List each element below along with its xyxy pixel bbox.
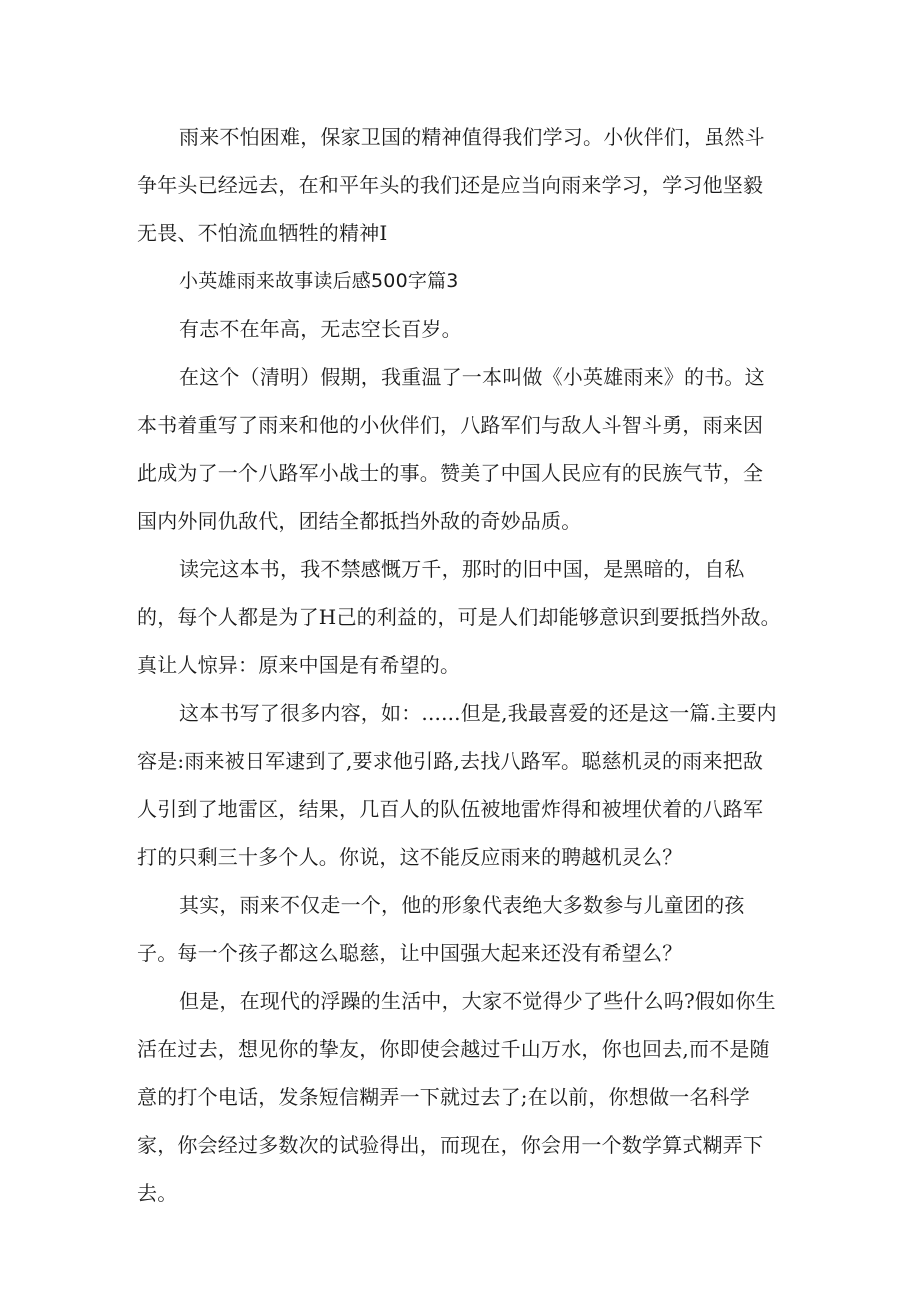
paragraph-children-line-1: [137, 881, 782, 929]
paragraph-children-line-2: [137, 929, 782, 977]
paragraph-spirit: [137, 113, 782, 257]
paragraph-text: 这本书写了很多内容，如：......但是,我最喜爱的还是这一篇.主要内容是:雨来被日军逮到了,要求他引路,去找八路军。聪慈机灵的雨来把敌人引到了地雷区，结果，几百人的队伍被地雷炸得和被埋伏着的八路军打的只剩三十多个人。你说，这不能反应雨来的聘越机灵么？: [137, 701, 777, 869]
section-heading: [137, 257, 782, 305]
paragraph-modern-life: [137, 977, 782, 1217]
paragraph-proverb: [137, 305, 782, 353]
paragraph-text: 在这个（清明）假期，我重温了一本叫做《小英雄雨来》的书。这本书着重写了雨来和他的小伙伴们，八路军们与敌人斗智斗勇，雨来因此成为了一个八路军小战士的事。赞美了中国人民应有的民族气节，全国内外同仇敌代，团结全都抵挡外敌的奇妙品质。: [137, 365, 765, 533]
paragraph-text: 子。每一个孩子都这么聪慈，让中国强大起来还没有希望么？: [137, 941, 683, 965]
paragraph-text: 其实，雨来不仅走一个，他的形象代表绝大多数参与儿童团的孩: [179, 893, 745, 917]
paragraph-text: 有志不在年高，无志空长百岁。: [179, 317, 462, 341]
paragraph-content: [137, 689, 782, 881]
section-heading-text: 小英雄雨来故事读后感500字篇3: [179, 270, 459, 292]
paragraph-text: 读完这本书，我不禁感慨万千，那时的旧中国，是黑暗的，自私的，每个人都是为了H己的利益的，可是人们却能够意识到要抵挡外敌。真让人惊异：原来中国是有希望的。: [137, 557, 781, 677]
paragraph-text: 但是，在现代的浮躁的生活中，大家不觉得少了些什么吗?假如你生活在过去，想见你的挚友，你即使会越过千山万水，你也回去,而不是随意的打个电话，发条短信糊弄一下就过去了;在以前，你想做一名科学家，你会经过多数次的试验得出，而现在，你会用一个数学算式糊弄下去。: [137, 989, 776, 1205]
paragraph-reflection: [137, 545, 782, 689]
paragraph-holiday: [137, 353, 782, 545]
document-body: [137, 113, 782, 1217]
paragraph-text: 雨来不怕困难，保家卫国的精神值得我们学习。小伙伴们，虽然斗争年头已经远去，在和平年头的我们还是应当向雨来学习，学习他坚毅无畏、不怕流血牺牲的精神I: [137, 125, 765, 245]
